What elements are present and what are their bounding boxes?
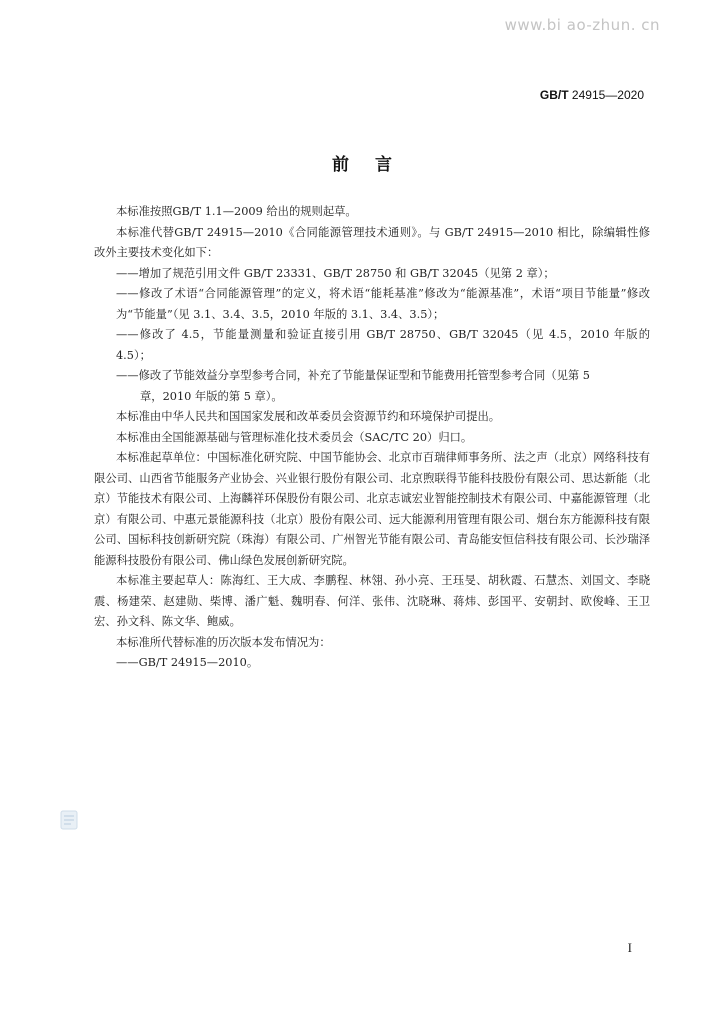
page-number: I xyxy=(627,940,632,955)
site-watermark: www.bi ao-zhun. cn xyxy=(504,16,660,34)
page-title: 前言 xyxy=(332,155,418,175)
paragraph-drafting-units: 本标准起草单位：中国标准化研究院、中国节能协会、北京市百瑞律师事务所、法之声（北京）网络科技有限公司、山西省节能服务产业协会、兴业银行股份有限公司、北京煦联得节能科技股份有限公司、思达新能（北京）节能技术有限公司、上海麟祥环保股份有限公司、北京志诚宏业智能控制技术有限公司、中嘉能源管理（北京）有限公司、中惠元景能源科技（北京）股份有限公司、远大能源利用管理有限公司、烟台东方能源科技有限公司、国标科技创新研究院（珠海）有限公司、广州智光节能有限公司、青岛能安恒信科技有限公司、长沙瑞泽能源科技股份有限公司、佛山绿色发展创新研究院。 xyxy=(94,451,650,567)
change-item-line: 章，2010 年版的第 5 章）。 xyxy=(140,389,283,403)
standard-number: 24915—2020 xyxy=(571,88,644,102)
history-item: ——GB/T 24915—2010。 xyxy=(116,656,259,669)
paragraph-administered-by: 本标准由全国能源基础与管理标准化技术委员会（SAC/TC 20）归口。 xyxy=(116,430,473,444)
change-item: ——修改了 4.5，节能量测量和验证直接引用 GB/T 28750、GB/T 32045（见 4.5，2010 年版的 4.5）； xyxy=(116,328,650,362)
paragraph-drafters: 本标准主要起草人：陈海红、王大成、李鹏程、林翎、孙小亮、王珏旻、胡秋霞、石慧杰、刘国文、李晓震、杨建荣、赵建勋、柴博、潘广魁、魏明春、何洋、张伟、沈晓琳、蒋炜、彭国平、安朝封、欧俊峰、王卫宏、孙文科、陈文华、鲍威。 xyxy=(94,574,650,628)
change-item: ——修改了术语“合同能源管理”的定义，将术语“能耗基准”修改为“能源基准”，术语“项目节能量”修改为“节能量”（见 3.1、3.4、3.5，2010 年版的 3.1、3.4、3.5）； xyxy=(116,287,650,321)
standard-prefix: GB/T xyxy=(539,88,569,102)
paragraph-history: 本标准所代替标准的历次版本发布情况为： xyxy=(116,635,331,649)
paragraph-drafting-rules: 本标准按照GB/T 1.1—2009 给出的规则起草。 xyxy=(116,205,357,218)
paragraph-replaces: 本标准代替GB/T 24915—2010《合同能源管理技术通则》。与 GB/T 24915—2010 相比，除编辑性修改外主要技术变化如下： xyxy=(94,225,650,259)
standard-code xyxy=(540,88,644,102)
foreword-body xyxy=(94,202,650,674)
change-item-line: ——修改了节能效益分享型参考合同，补充了节能量保证型和节能费用托管型参考合同（见第 5 xyxy=(116,369,590,382)
change-item xyxy=(94,366,650,407)
faint-stamp-icon xyxy=(60,810,78,830)
change-item: ——增加了规范引用文件 GB/T 23331、GB/T 28750 和 GB/T 32045（见第 2 章）； xyxy=(116,266,555,280)
paragraph-proposed-by: 本标准由中华人民共和国国家发展和改革委员会资源节约和环境保护司提出。 xyxy=(116,410,501,423)
